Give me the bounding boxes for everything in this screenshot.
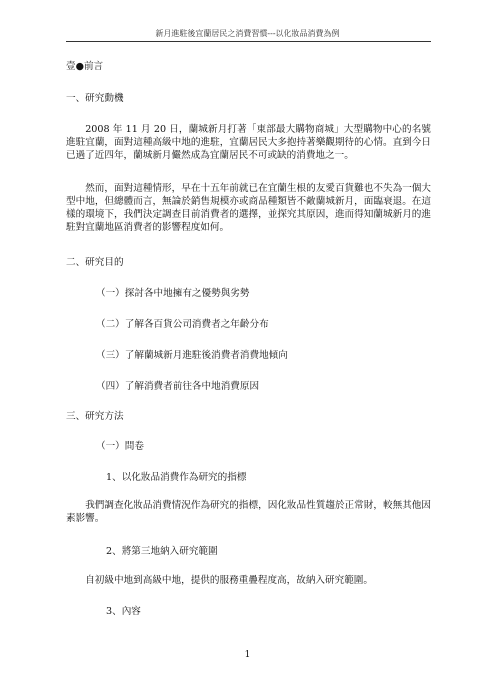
motive-paragraph-2: 然而，面對這種情形，早在十五年前就已在宜蘭生根的友愛百貨難也不失為一個大型中地，但總體而言，無論於銷售規模亦或商品種類皆不敵蘭城新月，面臨衰退。在這樣的環境下，我們決定調查目前消費者的選擇，並探究其原因，進而得知蘭城新月的進駐對宜蘭地區消費者的影響程度如何。 [66, 183, 431, 233]
preface-heading: 壹●前言 [66, 61, 104, 72]
method-item-2-text: 自初級中地到高級中地，提供的服務重疊程度高，故納入研究範圍。 [85, 575, 373, 586]
method-sub-questionnaire: （一）問卷 [96, 441, 144, 452]
page-header: 新月進駐後宜蘭居民之消費習慣---以化妝品消費為例 [155, 29, 340, 38]
purpose-item-1: （一）探討各中地擁有之優勢與劣勢 [96, 288, 250, 299]
motive-heading: 一、研究動機 [66, 93, 124, 104]
page-number: 1 [244, 650, 251, 660]
motive-paragraph-1: 2008 年 11 月 20 日，蘭城新月打著「東部最大購物商城」大型購物中心的名號進駐宜蘭，面對這種高級中地的進駐，宜蘭居民大多抱持著樂觀期待的心情。直到今日已過了近四年，蘭城新月儼然成為宜蘭居民不可或缺的消費地之一。 [66, 124, 431, 161]
purpose-heading: 二、研究目的 [66, 257, 124, 268]
method-item-3-heading: 3、內容 [106, 606, 141, 617]
method-heading: 三、研究方法 [66, 411, 124, 422]
purpose-item-3: （三）了解蘭城新月進駐後消費者消費地傾向 [96, 350, 288, 361]
purpose-item-2: （二）了解各百貨公司消費者之年齡分布 [96, 319, 269, 330]
header-rule [66, 41, 431, 42]
method-item-2-heading: 2、將第三地納入研究範圍 [106, 546, 218, 557]
method-item-1-text: 我們調查化妝品消費情況作為研究的指標，因化妝品性質趨於正常財，較無其他因素影響。 [66, 500, 431, 524]
method-item-1-heading: 1、以化妝品消費作為研究的指標 [106, 472, 247, 483]
purpose-item-4: （四）了解消費者前往各中地消費原因 [96, 381, 260, 392]
